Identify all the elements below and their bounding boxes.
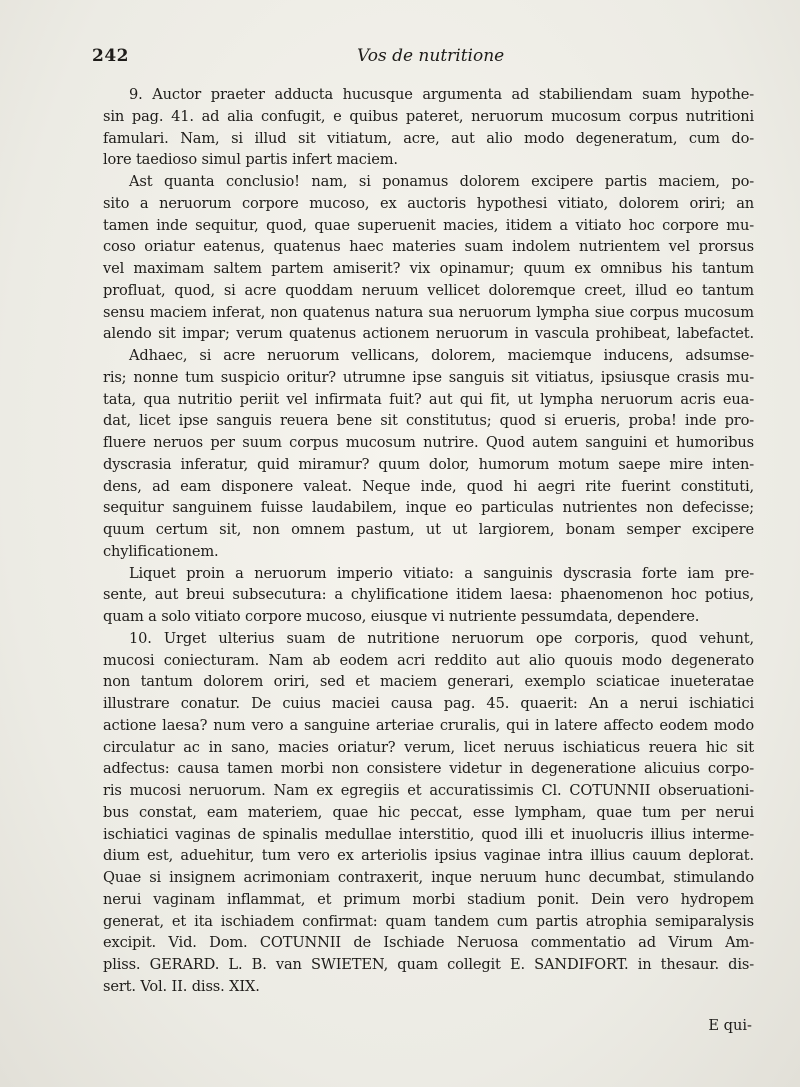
text-line: Adhaec, si acre neruorum vellicans, dolorem, maciemque inducens, adsumse- xyxy=(129,347,754,364)
text-line: excipit. Vid. Dom. COTUNNII de Ischiade Neruosa commentatio ad Virum Am- xyxy=(103,934,754,952)
page-header xyxy=(92,46,752,72)
text-line: dens, ad eam disponere valeat. Neque inde, quod hi aegri rite fuerint constituti, xyxy=(103,477,754,495)
text-line: bus constat, eam materiem, quae hic peccat, esse lympham, quae tum per nerui xyxy=(103,803,754,821)
text-line: alendo sit impar; verum quatenus actionem neruorum in vascula prohibeat, labefactet. xyxy=(103,325,754,343)
page-number: 242 xyxy=(92,46,129,66)
text-line: ris mucosi neruorum. Nam ex egregiis et accuratissimis Cl. COTUNNII obseruationi- xyxy=(103,782,754,799)
text-line: dium est, aduehitur, tum vero ex arteriolis ipsius vaginae intra illius cauum deplorat. xyxy=(103,847,754,865)
text-line: 9. Auctor praeter adducta hucusque argumenta ad stabiliendam suam hypothe- xyxy=(129,86,754,103)
text-line: Ast quanta conclusio! nam, si ponamus dolorem excipere partis maciem, po- xyxy=(129,173,754,190)
text-line: quum certum sit, non omnem pastum, ut ut largiorem, bonam semper excipere xyxy=(103,521,754,538)
text-line: lore taedioso simul partis infert maciem. xyxy=(103,151,398,169)
text-line: sin pag. 41. ad alia confugit, e quibus pateret, neruorum mucosum corpus nutritioni xyxy=(103,107,754,125)
text-line: vel maximam saltem partem amiserit? vix opinamur; quum ex omnibus his tantum xyxy=(103,260,754,277)
text-line: chylificationem. xyxy=(103,542,219,560)
text-line: coso oriatur eatenus, quatenus haec materies suam indolem nutrientem vel prorsus xyxy=(103,238,754,256)
text-line: tamen inde sequitur, quod, quae superuenit macies, itidem a vitiato hoc corpore mu- xyxy=(103,216,754,234)
text-line: sito a neruorum corpore mucoso, ex auctoris hypothesi vitiato, dolorem oriri; an xyxy=(103,194,754,212)
text-line: nerui vaginam inflammat, et primum morbi stadium ponit. Dein vero hydropem xyxy=(103,890,754,908)
text-line: dyscrasia inferatur, quid miramur? quum dolor, humorum motum saepe mire inten- xyxy=(103,455,754,473)
text-line: illustrare conatur. De cuius maciei causa pag. 45. quaerit: An a nerui ischiatici xyxy=(103,695,754,712)
text-line: ischiatici vaginas de spinalis medullae interstitio, quod illi et inuolucris illius interme- xyxy=(103,825,754,843)
text-line: sensu maciem inferat, non quatenus natura sua neruorum lympha siue corpus mucosum xyxy=(103,303,754,321)
text-line: famulari. Nam, si illud sit vitiatum, acre, aut alio modo degeneratum, cum do- xyxy=(103,129,754,147)
text-line: profluat, quod, si acre quoddam neruum vellicet doloremque creet, illud eo tantum xyxy=(103,281,754,299)
text-line: generat, et ita ischiadem confirmat: quam tandem cum partis atrophia semiparalysis xyxy=(103,912,754,930)
text-line: Quae si insignem acrimoniam contraxerit, inque neruum hunc decumbat, stimulando xyxy=(103,869,754,886)
text-line: quam a solo vitiato corpore mucoso, eiusque vi nutriente pessumdata, dependere. xyxy=(103,608,700,625)
text-line: 10. Urget ulterius suam de nutritione neruorum ope corporis, quod vehunt, xyxy=(129,629,754,647)
text-line: tata, qua nutritio periit vel infirmata fuit? aut qui fit, ut lympha neruorum acris eua- xyxy=(103,390,754,408)
text-line: pliss. GERARD. L. B. van SWIETEN, quam collegit E. SANDIFORT. in thesaur. dis- xyxy=(103,956,754,973)
text-line: sequitur sanguinem fuisse laudabilem, inque eo particulas nutrientes non defecisse; xyxy=(103,499,754,517)
text-line: Liquet proin a neruorum imperio vitiato: a sanguinis dyscrasia forte iam pre- xyxy=(129,564,754,582)
text-line: sente, aut breui subsecutura: a chylificatione itidem laesa: phaenomenon hoc potius, xyxy=(103,586,754,604)
text-line: sert. Vol. II. diss. XIX. xyxy=(103,977,260,995)
text-line: ris; nonne tum suspicio oritur? utrumne ipse sanguis sit vitiatus, ipsiusque crasis mu- xyxy=(103,368,754,386)
text-line: circulatur ac in sano, macies oriatur? verum, licet neruus ischiaticus reuera hic sit xyxy=(103,738,754,756)
text-line: fluere neruos per suum corpus mucosum nutrire. Quod autem sanguini et humoribus xyxy=(103,434,754,451)
text-line: adfectus: causa tamen morbi non consistere videtur in degeneratione alicuius corpo- xyxy=(103,760,754,778)
text-line: dat, licet ipse sanguis reuera bene sit constitutus; quod si erueris, proba! inde pro- xyxy=(103,412,754,430)
text-line: mucosi coniecturam. Nam ab eodem acri reddito aut alio quouis modo degenerato xyxy=(103,651,754,669)
text-line: non tantum dolorem oriri, sed et maciem generari, exemplo sciaticae inueteratae xyxy=(103,673,754,691)
text-line: actione laesa? num vero a sanguine arteriae cruralis, qui in latere affecto eodem modo xyxy=(103,716,754,734)
catchword: E qui- xyxy=(708,1017,752,1034)
running-title: Vos de nutritione xyxy=(357,46,505,66)
body-text xyxy=(103,84,754,998)
